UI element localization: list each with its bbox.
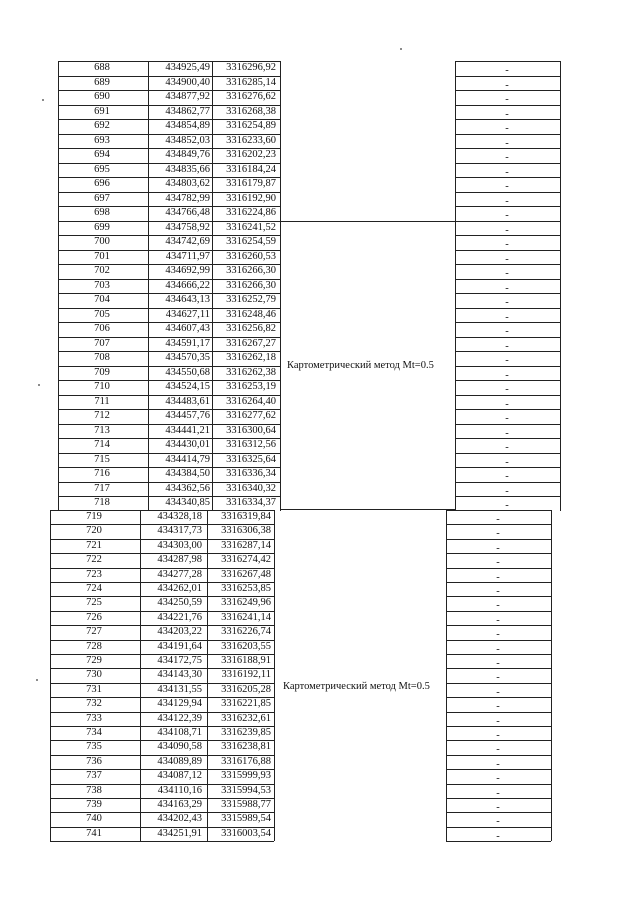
x-coordinate: 434340,85 [165, 497, 210, 508]
y-coordinate: 3316238,81 [221, 741, 271, 752]
point-number: 718 [94, 497, 110, 508]
accuracy-value: - [505, 254, 509, 265]
accuracy-value: - [505, 428, 509, 439]
x-coordinate: 434524,15 [165, 381, 210, 392]
accuracy-value: - [496, 687, 500, 698]
y-coordinate: 3316319,84 [221, 511, 271, 522]
accuracy-value: - [496, 730, 500, 741]
x-coordinate: 434692,99 [165, 265, 210, 276]
point-number: 699 [94, 222, 110, 233]
point-number: 690 [94, 91, 110, 102]
accuracy-value: - [505, 80, 509, 91]
accuracy-value: - [505, 210, 509, 221]
y-coordinate: 3315989,54 [221, 813, 271, 824]
accuracy-value: - [496, 528, 500, 539]
x-coordinate: 434203,22 [157, 626, 202, 637]
column-divider [207, 510, 208, 841]
point-number: 692 [94, 120, 110, 131]
accuracy-value: - [505, 341, 509, 352]
point-number: 693 [94, 135, 110, 146]
accuracy-value: - [505, 268, 509, 279]
accuracy-value: - [505, 152, 509, 163]
y-coordinate: 3316232,61 [221, 713, 271, 724]
accuracy-value: - [505, 283, 509, 294]
point-number: 716 [94, 468, 110, 479]
x-coordinate: 434129,94 [157, 698, 202, 709]
accuracy-value: - [496, 572, 500, 583]
x-coordinate: 434457,76 [165, 410, 210, 421]
x-coordinate: 434803,62 [165, 178, 210, 189]
accuracy-value: - [496, 759, 500, 770]
point-number: 708 [94, 352, 110, 363]
x-coordinate: 434666,22 [165, 280, 210, 291]
x-coordinate: 434087,12 [157, 770, 202, 781]
x-coordinate: 434287,98 [157, 554, 202, 565]
accuracy-value: - [505, 471, 509, 482]
accuracy-value: - [496, 644, 500, 655]
y-coordinate: 3316276,62 [226, 91, 276, 102]
point-number: 739 [86, 799, 102, 810]
y-coordinate: 3316268,38 [226, 106, 276, 117]
scan-speck [400, 48, 402, 50]
x-coordinate: 434835,66 [165, 164, 210, 175]
accuracy-value: - [496, 586, 500, 597]
y-coordinate: 3316267,27 [226, 338, 276, 349]
accuracy-value: - [496, 658, 500, 669]
x-coordinate: 434758,92 [165, 222, 210, 233]
y-coordinate: 3316254,59 [226, 236, 276, 247]
x-coordinate: 434317,73 [157, 525, 202, 536]
point-number: 700 [94, 236, 110, 247]
point-number: 705 [94, 309, 110, 320]
y-coordinate: 3316192,11 [221, 669, 271, 680]
y-coordinate: 3316260,53 [226, 251, 276, 262]
x-coordinate: 434250,59 [157, 597, 202, 608]
x-coordinate: 434328,18 [157, 511, 202, 522]
accuracy-value: - [505, 196, 509, 207]
x-coordinate: 434163,29 [157, 799, 202, 810]
y-coordinate: 3316241,14 [221, 612, 271, 623]
y-coordinate: 3316312,56 [226, 439, 276, 450]
column-divider [280, 61, 281, 511]
accuracy-value: - [496, 816, 500, 827]
x-coordinate: 434089,89 [157, 756, 202, 767]
point-number: 697 [94, 193, 110, 204]
y-coordinate: 3316192,90 [226, 193, 276, 204]
accuracy-value: - [496, 672, 500, 683]
point-number: 728 [86, 641, 102, 652]
x-coordinate: 434143,30 [157, 669, 202, 680]
column-divider [274, 510, 275, 841]
accuracy-value: - [505, 312, 509, 323]
point-number: 720 [86, 525, 102, 536]
point-number: 724 [86, 583, 102, 594]
y-coordinate: 3316336,34 [226, 468, 276, 479]
y-coordinate: 3316252,79 [226, 294, 276, 305]
accuracy-value: - [505, 413, 509, 424]
column-divider [212, 61, 213, 511]
x-coordinate: 434877,92 [165, 91, 210, 102]
accuracy-value: - [505, 181, 509, 192]
x-coordinate: 434384,50 [165, 468, 210, 479]
y-coordinate: 3316256,82 [226, 323, 276, 334]
x-coordinate: 434550,68 [165, 367, 210, 378]
accuracy-value: - [496, 629, 500, 640]
x-coordinate: 434122,39 [157, 713, 202, 724]
accuracy-value: - [505, 239, 509, 250]
accuracy-value: - [505, 225, 509, 236]
accuracy-value: - [505, 167, 509, 178]
section-divider [280, 509, 455, 510]
y-coordinate: 3316226,74 [221, 626, 271, 637]
y-coordinate: 3316233,60 [226, 135, 276, 146]
y-coordinate: 3316262,38 [226, 367, 276, 378]
y-coordinate: 3316306,38 [221, 525, 271, 536]
y-coordinate: 3316264,40 [226, 396, 276, 407]
point-number: 737 [86, 770, 102, 781]
scan-speck [38, 384, 40, 386]
method-label-bottom: Картометрический метод Mt=0.5 [283, 681, 430, 692]
y-coordinate: 3316241,52 [226, 222, 276, 233]
x-coordinate: 434303,00 [157, 540, 202, 551]
accuracy-value: - [505, 500, 509, 511]
point-number: 702 [94, 265, 110, 276]
x-coordinate: 434862,77 [165, 106, 210, 117]
point-number: 717 [94, 483, 110, 494]
x-coordinate: 434627,11 [165, 309, 210, 320]
point-number: 736 [86, 756, 102, 767]
accuracy-value: - [505, 123, 509, 134]
point-number: 709 [94, 367, 110, 378]
point-number: 711 [94, 396, 110, 407]
x-coordinate: 434925,49 [165, 62, 210, 73]
y-coordinate: 3316334,37 [226, 497, 276, 508]
x-coordinate: 434766,48 [165, 207, 210, 218]
y-coordinate: 3316205,28 [221, 684, 271, 695]
point-number: 706 [94, 323, 110, 334]
y-coordinate: 3315999,93 [221, 770, 271, 781]
point-number: 715 [94, 454, 110, 465]
x-coordinate: 434607,43 [165, 323, 210, 334]
point-number: 721 [86, 540, 102, 551]
point-number: 696 [94, 178, 110, 189]
point-number: 740 [86, 813, 102, 824]
point-number: 689 [94, 77, 110, 88]
y-coordinate: 3316262,18 [226, 352, 276, 363]
y-coordinate: 3316253,19 [226, 381, 276, 392]
accuracy-value: - [496, 701, 500, 712]
accuracy-value: - [505, 457, 509, 468]
point-number: 710 [94, 381, 110, 392]
accuracy-value: - [496, 615, 500, 626]
y-coordinate: 3316184,24 [226, 164, 276, 175]
accuracy-value: - [505, 297, 509, 308]
y-coordinate: 3316266,30 [226, 265, 276, 276]
x-coordinate: 434782,99 [165, 193, 210, 204]
point-number: 722 [86, 554, 102, 565]
x-coordinate: 434852,03 [165, 135, 210, 146]
column-divider [560, 61, 561, 511]
point-number: 732 [86, 698, 102, 709]
y-coordinate: 3316254,89 [226, 120, 276, 131]
x-coordinate: 434277,28 [157, 569, 202, 580]
x-coordinate: 434441,21 [165, 425, 210, 436]
point-number: 707 [94, 338, 110, 349]
y-coordinate: 3316176,88 [221, 756, 271, 767]
column-divider [551, 510, 552, 841]
y-coordinate: 3316266,30 [226, 280, 276, 291]
row-divider [455, 61, 560, 62]
column-divider [455, 61, 456, 511]
point-number: 719 [86, 511, 102, 522]
y-coordinate: 3316285,14 [226, 77, 276, 88]
y-coordinate: 3316203,55 [221, 641, 271, 652]
point-number: 712 [94, 410, 110, 421]
point-number: 735 [86, 741, 102, 752]
accuracy-value: - [496, 788, 500, 799]
accuracy-value: - [505, 442, 509, 453]
x-coordinate: 434191,64 [157, 641, 202, 652]
x-coordinate: 434262,01 [157, 583, 202, 594]
x-coordinate: 434362,56 [165, 483, 210, 494]
accuracy-value: - [505, 355, 509, 366]
y-coordinate: 3316221,85 [221, 698, 271, 709]
point-number: 731 [86, 684, 102, 695]
accuracy-value: - [505, 384, 509, 395]
y-coordinate: 3316287,14 [221, 540, 271, 551]
x-coordinate: 434591,17 [165, 338, 210, 349]
accuracy-value: - [505, 486, 509, 497]
x-coordinate: 434172,75 [157, 655, 202, 666]
y-coordinate: 3316179,87 [226, 178, 276, 189]
point-number: 694 [94, 149, 110, 160]
accuracy-value: - [505, 326, 509, 337]
x-coordinate: 434854,89 [165, 120, 210, 131]
row-divider [50, 841, 274, 842]
accuracy-value: - [496, 773, 500, 784]
accuracy-value: - [505, 65, 509, 76]
accuracy-value: - [505, 138, 509, 149]
x-coordinate: 434202,43 [157, 813, 202, 824]
point-number: 725 [86, 597, 102, 608]
accuracy-value: - [505, 109, 509, 120]
section-divider [280, 221, 455, 222]
point-number: 701 [94, 251, 110, 262]
x-coordinate: 434570,35 [165, 352, 210, 363]
accuracy-value: - [496, 600, 500, 611]
x-coordinate: 434110,16 [157, 785, 202, 796]
y-coordinate: 3316202,23 [226, 149, 276, 160]
accuracy-value: - [496, 744, 500, 755]
x-coordinate: 434414,79 [165, 454, 210, 465]
point-number: 723 [86, 569, 102, 580]
y-coordinate: 3316296,92 [226, 62, 276, 73]
point-number: 733 [86, 713, 102, 724]
y-coordinate: 3316188,91 [221, 655, 271, 666]
accuracy-value: - [496, 543, 500, 554]
column-divider [446, 510, 447, 841]
point-number: 691 [94, 106, 110, 117]
point-number: 738 [86, 785, 102, 796]
accuracy-value: - [505, 370, 509, 381]
y-coordinate: 3316253,85 [221, 583, 271, 594]
x-coordinate: 434742,69 [165, 236, 210, 247]
point-number: 741 [86, 828, 102, 839]
y-coordinate: 3316300,64 [226, 425, 276, 436]
point-number: 704 [94, 294, 110, 305]
point-number: 734 [86, 727, 102, 738]
point-number: 688 [94, 62, 110, 73]
accuracy-value: - [496, 802, 500, 813]
accuracy-value: - [496, 557, 500, 568]
x-coordinate: 434483,61 [165, 396, 210, 407]
point-number: 703 [94, 280, 110, 291]
point-number: 695 [94, 164, 110, 175]
x-coordinate: 434221,76 [157, 612, 202, 623]
x-coordinate: 434711,97 [165, 251, 210, 262]
y-coordinate: 3316277,62 [226, 410, 276, 421]
accuracy-value: - [496, 831, 500, 842]
accuracy-value: - [496, 716, 500, 727]
accuracy-value: - [496, 514, 500, 525]
y-coordinate: 3316249,96 [221, 597, 271, 608]
scan-speck [42, 99, 44, 101]
y-coordinate: 3316267,48 [221, 569, 271, 580]
y-coordinate: 3315988,77 [221, 799, 271, 810]
accuracy-value: - [505, 94, 509, 105]
y-coordinate: 3316224,86 [226, 207, 276, 218]
scan-speck [36, 679, 38, 681]
point-number: 729 [86, 655, 102, 666]
x-coordinate: 434251,91 [157, 828, 202, 839]
y-coordinate: 3316340,32 [226, 483, 276, 494]
point-number: 730 [86, 669, 102, 680]
method-label-top: Картометрический метод Mt=0.5 [287, 360, 434, 371]
y-coordinate: 3316325,64 [226, 454, 276, 465]
accuracy-value: - [505, 399, 509, 410]
point-number: 726 [86, 612, 102, 623]
x-coordinate: 434900,40 [165, 77, 210, 88]
point-number: 713 [94, 425, 110, 436]
y-coordinate: 3316003,54 [221, 828, 271, 839]
x-coordinate: 434849,76 [165, 149, 210, 160]
x-coordinate: 434643,13 [165, 294, 210, 305]
x-coordinate: 434430,01 [165, 439, 210, 450]
x-coordinate: 434090,58 [157, 741, 202, 752]
y-coordinate: 3315994,53 [221, 785, 271, 796]
y-coordinate: 3316239,85 [221, 727, 271, 738]
x-coordinate: 434108,71 [157, 727, 202, 738]
y-coordinate: 3316248,46 [226, 309, 276, 320]
point-number: 727 [86, 626, 102, 637]
point-number: 714 [94, 439, 110, 450]
point-number: 698 [94, 207, 110, 218]
y-coordinate: 3316274,42 [221, 554, 271, 565]
x-coordinate: 434131,55 [157, 684, 202, 695]
